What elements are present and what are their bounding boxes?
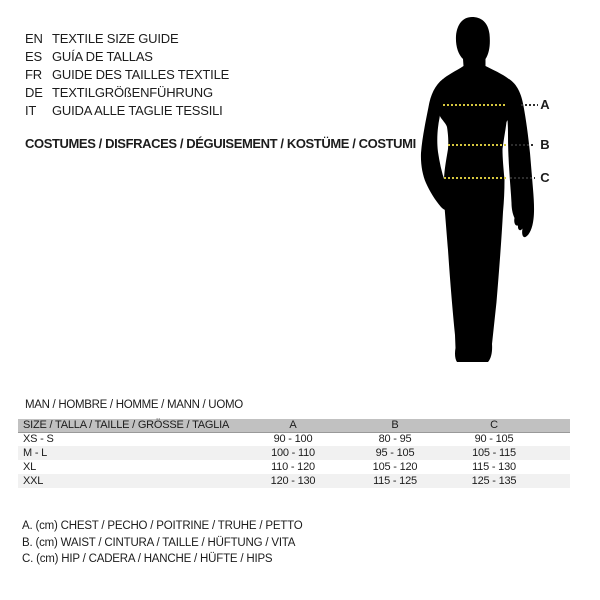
language-row bbox=[25, 102, 229, 120]
cell-b: 115 - 125 bbox=[344, 474, 446, 488]
language-label: GUÍA DE TALLAS bbox=[52, 49, 153, 64]
cell-size: XXL bbox=[18, 474, 242, 488]
cell-a: 120 - 130 bbox=[242, 474, 344, 488]
category-heading: COSTUMES / DISFRACES / DÉGUISEMENT / KOSTÜME / COSTUMI bbox=[25, 136, 416, 151]
language-row bbox=[25, 48, 229, 66]
header-size-col: SIZE / TALLA / TAILLE / GRÖSSE / TAGLIA bbox=[18, 419, 242, 432]
cell-b: 105 - 120 bbox=[372, 461, 418, 473]
silhouette-svg bbox=[400, 10, 560, 370]
language-label: TEXTILE SIZE GUIDE bbox=[52, 31, 179, 46]
note-line-a: A. (cm) CHEST / PECHO / POITRINE / TRUHE / PETTO bbox=[22, 520, 303, 532]
table-row bbox=[18, 460, 570, 474]
cell-size: XL bbox=[23, 461, 37, 473]
cell-c: 125 - 135 bbox=[446, 474, 542, 488]
size-table bbox=[18, 419, 570, 488]
size-table-header-row bbox=[18, 419, 570, 432]
language-code: EN bbox=[25, 31, 43, 46]
language-row bbox=[25, 84, 229, 102]
cell-c: 90 - 105 bbox=[474, 433, 514, 446]
cell-a: 100 - 110 bbox=[242, 446, 344, 460]
language-row bbox=[25, 66, 229, 84]
language-code: DE bbox=[25, 85, 43, 100]
table-row bbox=[18, 474, 570, 488]
right-arm-shape bbox=[507, 79, 535, 237]
table-title: MAN / HOMBRE / HOMME / MANN / UOMO bbox=[25, 399, 243, 411]
language-list bbox=[25, 30, 229, 120]
cell-a: 90 - 100 bbox=[273, 433, 313, 446]
language-label: GUIDA ALLE TAGLIE TESSILI bbox=[52, 103, 223, 118]
cell-c: 105 - 115 bbox=[446, 446, 542, 460]
header-a: A bbox=[242, 419, 344, 432]
note-line-c: C. (cm) HIP / CADERA / HANCHE / HÜFTE / HIPS bbox=[22, 553, 273, 565]
language-label: GUIDE DES TAILLES TEXTILE bbox=[52, 67, 230, 82]
cell-c: 115 - 130 bbox=[472, 461, 516, 473]
language-code: ES bbox=[25, 49, 42, 64]
language-label: TEXTILGRÖßENFÜHRUNG bbox=[52, 85, 213, 100]
cell-size: M - L bbox=[18, 446, 242, 460]
measure-line-c-extension bbox=[510, 177, 535, 179]
table-row bbox=[18, 446, 570, 460]
measurement-notes bbox=[22, 518, 303, 568]
measure-label-a: A bbox=[540, 97, 550, 112]
cell-size: XS - S bbox=[23, 433, 54, 446]
language-code: IT bbox=[25, 103, 37, 118]
header-c: C bbox=[446, 419, 542, 432]
body-shape bbox=[437, 17, 516, 362]
measure-label-b: B bbox=[540, 137, 550, 152]
table-row bbox=[18, 432, 570, 446]
header-spacer bbox=[542, 419, 570, 432]
language-code: FR bbox=[25, 67, 42, 82]
language-row bbox=[25, 30, 229, 48]
man-silhouette bbox=[400, 10, 560, 370]
measure-line-b-extension bbox=[511, 144, 535, 146]
cell-b: 95 - 105 bbox=[344, 446, 446, 460]
measure-line-c-body bbox=[444, 177, 508, 179]
note-line-b: B. (cm) WAIST / CINTURA / TAILLE / HÜFTUNG / VITA bbox=[22, 536, 296, 549]
measure-line-a-body bbox=[443, 104, 507, 106]
measure-line-b-body bbox=[448, 144, 508, 146]
cell-a: 110 - 120 bbox=[271, 461, 315, 473]
measure-label-c: C bbox=[540, 170, 550, 185]
cell-b: 80 - 95 bbox=[378, 433, 412, 446]
header-b: B bbox=[344, 419, 446, 432]
